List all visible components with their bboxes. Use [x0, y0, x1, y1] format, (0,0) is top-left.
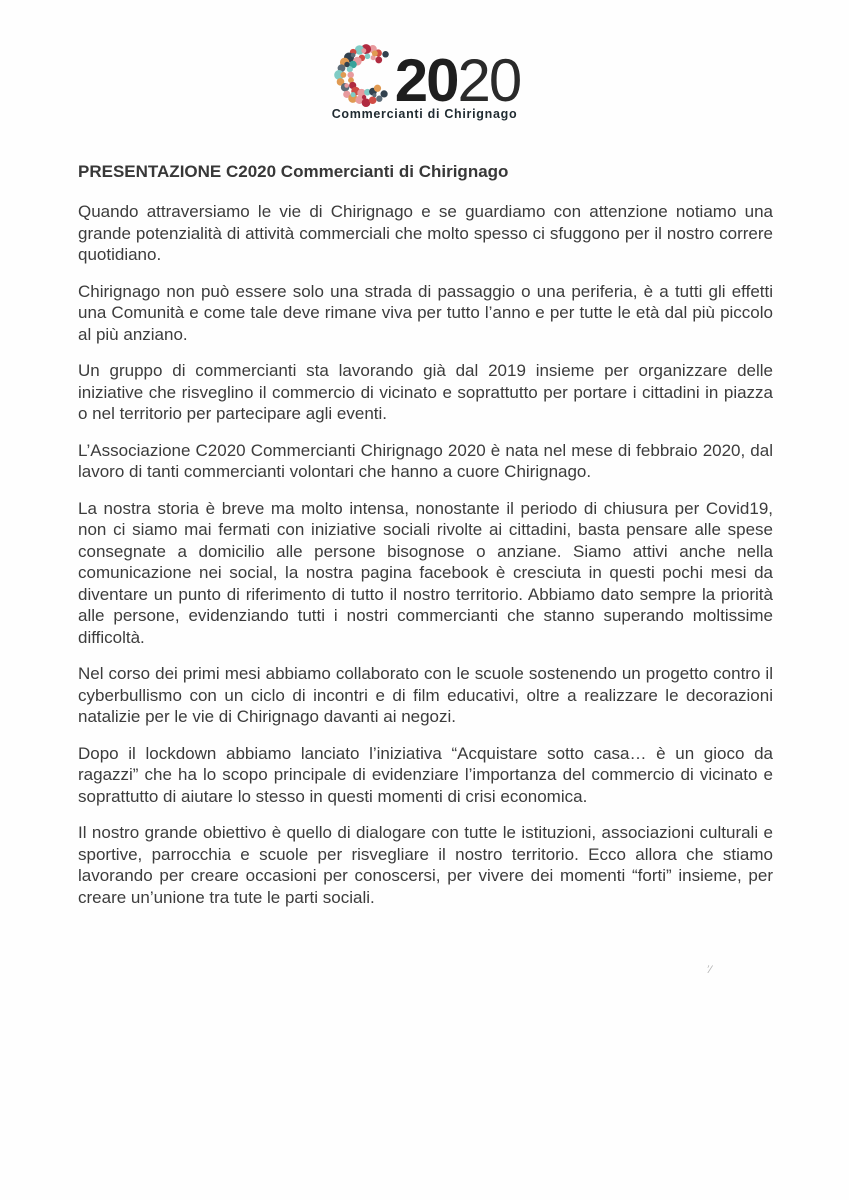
document-title: PRESENTAZIONE C2020 Commercianti di Chirignago: [78, 162, 509, 181]
logo-year-light: 20: [457, 47, 521, 114]
logo-year-bold: 20: [394, 47, 458, 114]
paragraph: L’Associazione C2020 Commercianti Chirignago 2020 è nata nel mese di febbraio 2020, dal lavoro di tanti commercianti volontari che hanno a cuore Chirignago.: [78, 440, 773, 481]
scan-artifact: ’/: [705, 963, 713, 977]
c2020-mosaic-c-icon: [329, 36, 405, 112]
paragraph: Un gruppo di commercianti sta lavorando già dal 2019 insieme per organizzare delle iniziative che risveglino il commercio di vicinato e soprattutto per portare i cittadini in piazza o nel territorio per partecipare agli eventi.: [78, 361, 773, 423]
paragraph: Quando attraversiamo le vie di Chirignago e se guardiamo con attenzione notiamo una grande potenzialità di attività commerciali che molto spesso ci sfuggono per il nostro correre quotidiano.: [78, 202, 773, 264]
logo-subtitle: Commercianti di Chirignago: [331, 107, 518, 121]
paragraph: La nostra storia è breve ma molto intensa, nonostante il periodo di chiusura per Covid19, non ci siamo mai fermati con iniziative sociali rivolte ai cittadini, basta pensare alle spese consegnate a domicilio alle persone bisognose o anziane. Siamo attivi anche nella comunicazione nei social, la nostra pagina facebook è cresciuta in questi pochi mesi da diventare un punto di riferimento di tutto il nostro territorio. Abbiamo dato sempre la priorità alle persone, evidenziando tutti i nostri commercianti che stanno superando moltissime difficoltà.: [78, 498, 773, 647]
c2020-logo: [0, 34, 849, 121]
paragraph: Chirignago non può essere solo una strada di passaggio o una periferia, è a tutti gli effetti una Comunità e come tale deve rimane viva per tutto l’anno e per tutte le età dal più piccolo al più anziano.: [78, 281, 773, 344]
document-body: [78, 162, 773, 923]
paragraph: Nel corso dei primi mesi abbiamo collaborato con le scuole sostenendo un progetto contro il cyberbullismo con un ciclo di incontri e di film educativi, oltre a realizzare le decorazioni natalizie per le vie di Chirignago davanti ai negozi.: [78, 664, 773, 726]
c2020-logo-year: [394, 47, 521, 114]
paragraph: Dopo il lockdown abbiamo lanciato l’iniziativa “Acquistare sotto casa… è un gioco da ragazzi” che ha lo scopo principale di evidenziare l’importanza del commercio di vicinato e soprattutto di aiutare lo stesso in questi momenti di crisi economica.: [78, 743, 773, 806]
paragraph: Il nostro grande obiettivo è quello di dialogare con tutte le istituzioni, associazioni culturali e sportive, parrocchia e scuole per risvegliare il nostro territorio. Ecco allora che stiamo lavorando per creare occasioni per conoscersi, per vivere dei momenti “forti” insieme, per creare un’unione tra tute le parti sociali.: [78, 823, 773, 907]
